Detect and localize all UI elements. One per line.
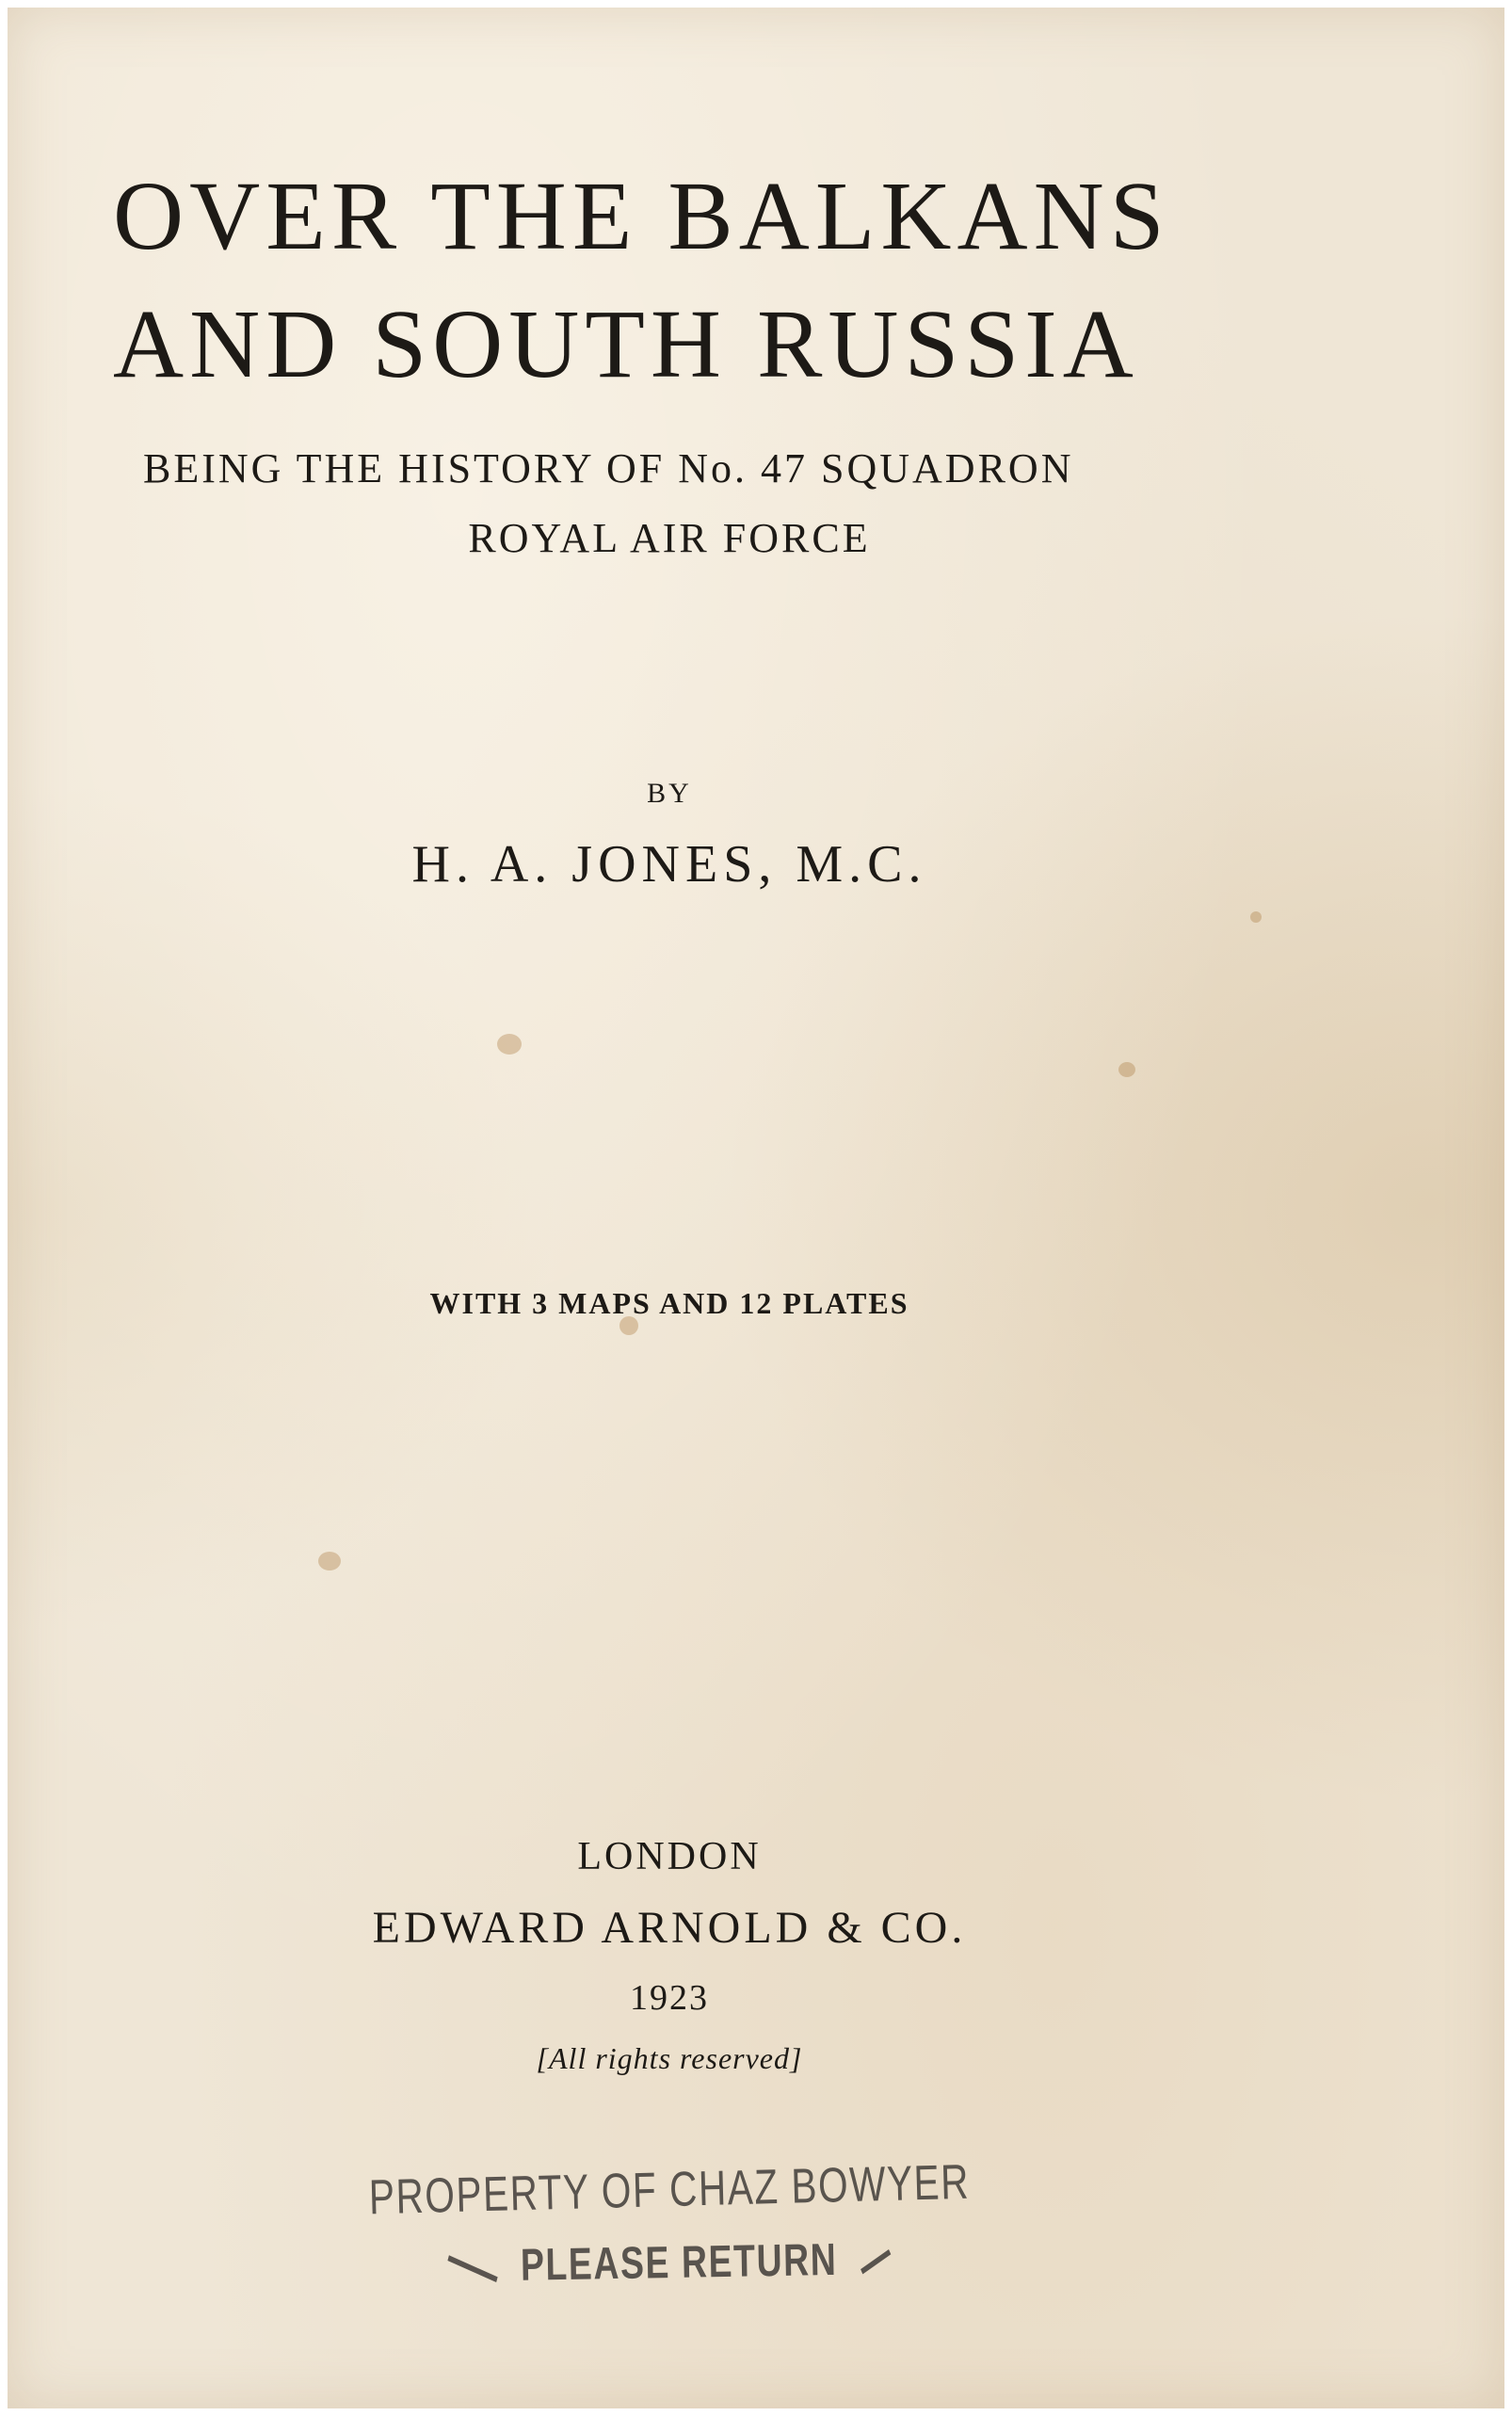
foxing-spot bbox=[1250, 911, 1262, 923]
foxing-spot bbox=[318, 1552, 341, 1570]
book-title-line-2: AND SOUTH RUSSIA bbox=[113, 290, 1139, 398]
by-label: BY bbox=[647, 778, 692, 809]
imprint-city: LONDON bbox=[577, 1835, 762, 1878]
imprint-year: 1923 bbox=[630, 1978, 709, 2018]
book-title-line-1: OVER THE BALKANS bbox=[113, 162, 1170, 270]
imprint-publisher: EDWARD ARNOLD & CO. bbox=[372, 1903, 967, 1953]
rights-notice: [All rights reserved] bbox=[536, 2041, 803, 2075]
title-page bbox=[8, 8, 1504, 2408]
author-name: H. A. JONES, M.C. bbox=[411, 835, 927, 894]
subtitle-line-1: BEING THE HISTORY OF No. 47 SQUADRON bbox=[143, 445, 1074, 491]
ownership-stamp-line-2 bbox=[153, 2228, 1185, 2297]
ownership-stamp-line-1: PROPERTY OF CHAZ BOWYER bbox=[368, 2154, 971, 2226]
stamp-return-text: PLEASE RETURN bbox=[520, 2234, 838, 2291]
foxing-spot bbox=[497, 1034, 522, 1055]
illustrations-note: WITH 3 MAPS AND 12 PLATES bbox=[429, 1286, 909, 1320]
subtitle-line-2: ROYAL AIR FORCE bbox=[468, 515, 871, 561]
arrow-left-icon bbox=[448, 2256, 498, 2283]
foxing-spot bbox=[1118, 1062, 1135, 1077]
arrow-right-icon bbox=[861, 2249, 891, 2274]
